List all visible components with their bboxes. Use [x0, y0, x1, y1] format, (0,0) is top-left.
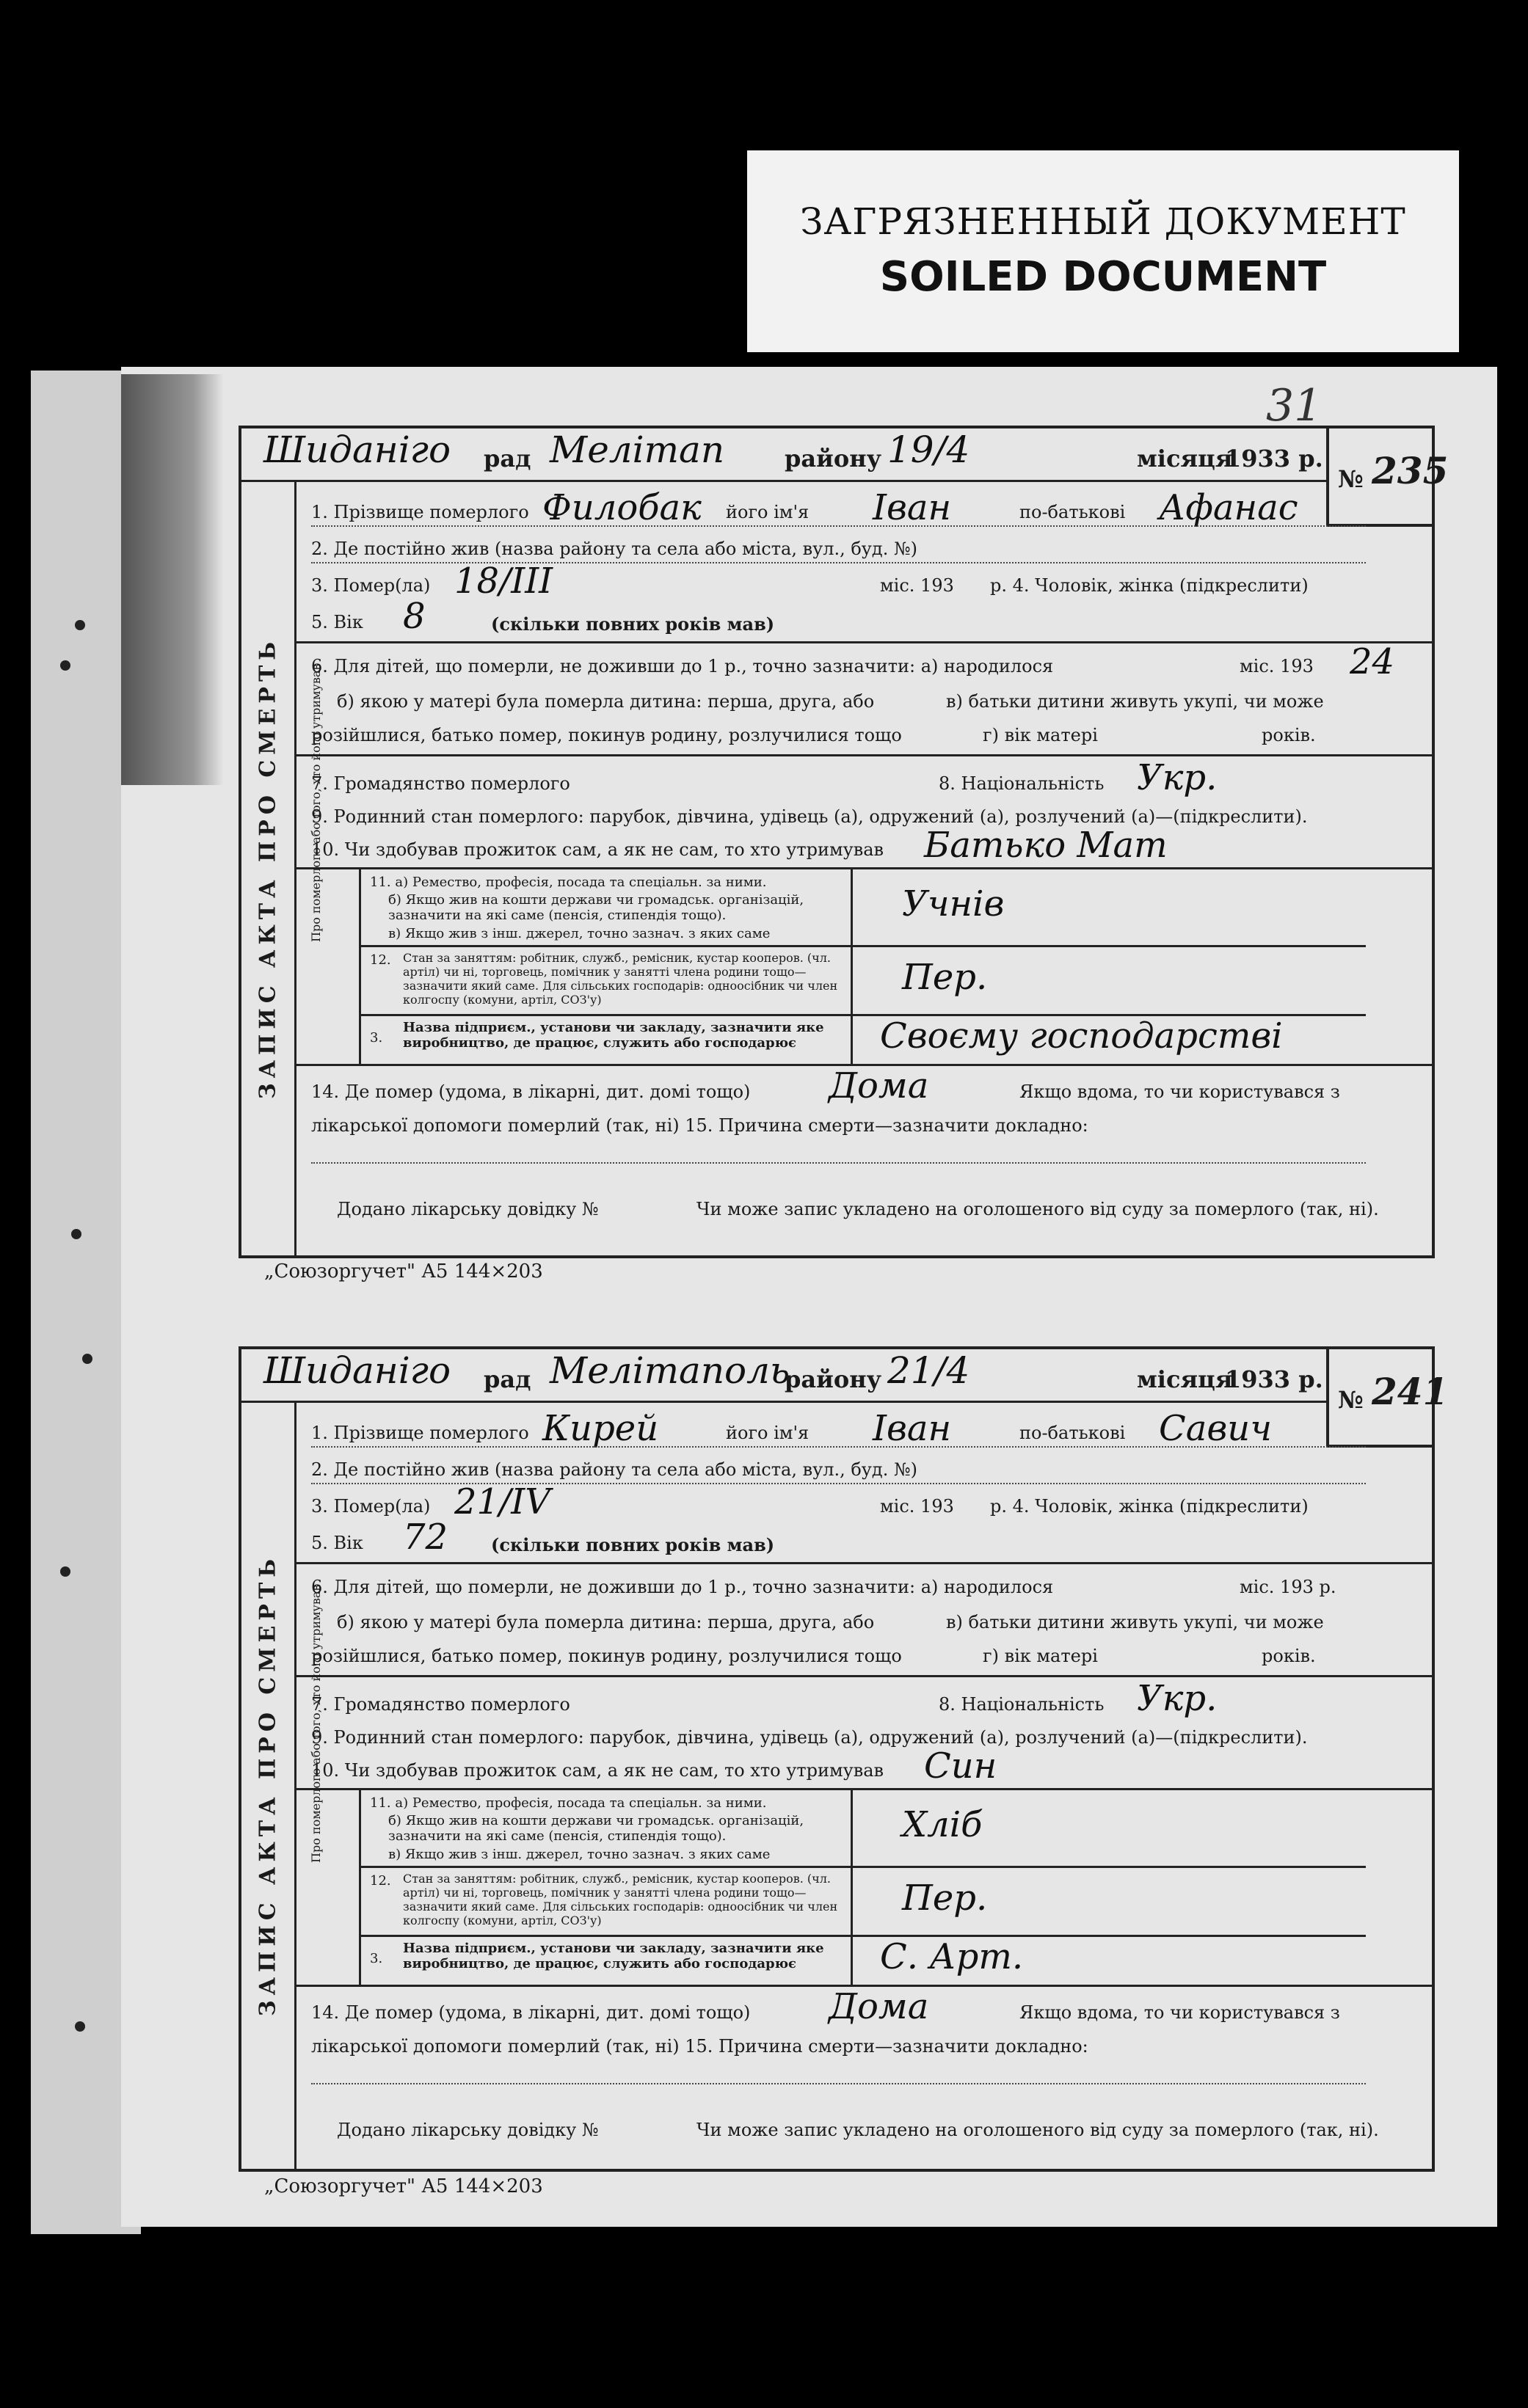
stain [121, 374, 224, 785]
side-title: ЗАПИС АКТА ПРО СМЕРТЬ [255, 636, 281, 1099]
row-6a-handwritten: 24 [1350, 641, 1395, 682]
certificate-label: Додано лікарську довідку № [337, 2120, 599, 2140]
row-5-label: 5. Вік [311, 612, 363, 632]
raion-label: району [785, 445, 882, 473]
row-5-label: 5. Вік [311, 1533, 363, 1553]
row-13-number: 3. [370, 1030, 383, 1046]
day-handwritten: 21/4 [887, 1349, 970, 1392]
row-4-label: р. 4. Чоловік, жінка (підкреслити) [990, 1496, 1309, 1517]
council-handwritten: Шиданіго [263, 428, 451, 471]
punch-hole [82, 1354, 92, 1364]
side-small-note: Про померлого або того, хто його утримував [309, 1584, 323, 1863]
day-handwritten: 19/4 [887, 428, 970, 471]
death-place-handwritten: Дома [829, 1986, 929, 2027]
row-6c-mother-age: г) вік матері [983, 725, 1098, 745]
punch-hole [71, 1229, 81, 1239]
age-note: (скільки повних років мав) [491, 613, 775, 635]
death-date-handwritten: 18/ІІІ [454, 561, 553, 602]
row-12-handwritten: Пер. [902, 957, 988, 998]
column-divider [851, 1788, 853, 1985]
row-3-label: 3. Помер(ла) [311, 575, 431, 596]
row-14-15-label: лікарської допомоги померлий (так, ні) 15. Причина смерти—зазначити докладно: [311, 1115, 1088, 1136]
row-6c-label: розійшлися, батько помер, покинув родину, розлучилися тощо [311, 1646, 902, 1666]
row-8-label: 8. Національність [939, 1694, 1105, 1715]
nationality-handwritten: Укр. [1137, 1678, 1218, 1719]
row-6c-years: років. [1262, 725, 1316, 745]
punch-hole [60, 660, 70, 671]
row-14-label: 14. Де помер (удома, в лікарні, дит. домі тощо) [311, 1081, 751, 1102]
row-7-label: 7. Громадянство померлого [311, 773, 570, 794]
record-number-handwritten: 241 [1372, 1370, 1449, 1413]
patronymic-label: по-батькові [1019, 1423, 1126, 1443]
month-label: місяця [1137, 445, 1233, 473]
punch-hole [75, 620, 85, 630]
row-10-label: 10. Чи здобував прожиток сам, а як не сам, то хто утримував [311, 839, 884, 860]
name-label: його ім'я [726, 1423, 810, 1443]
raion-label: району [785, 1365, 882, 1393]
death-record-form [239, 426, 1449, 1258]
column-divider [359, 867, 361, 1064]
row-6a-label: 6. Для дітей, що померли, не доживши до 1 р., точно зазначити: а) народилося [311, 656, 1054, 676]
patronymic-handwritten: Савич [1159, 1408, 1273, 1449]
year-label: 1933 р. [1225, 1365, 1323, 1393]
row-12-handwritten: Пер. [902, 1878, 988, 1919]
supporter-handwritten: Син [924, 1745, 997, 1787]
page-number-text: 31 [1266, 380, 1323, 431]
record-number-handwritten: 235 [1372, 449, 1449, 492]
age-handwritten: 72 [403, 1517, 448, 1558]
row-4-label: р. 4. Чоловік, жінка (підкреслити) [990, 575, 1309, 596]
surname-handwritten: Филобак [542, 487, 702, 528]
row-7-label: 7. Громадянство померлого [311, 1694, 570, 1715]
side-title: ЗАПИС АКТА ПРО СМЕРТЬ [255, 1553, 281, 2016]
row-2-label: 2. Де постійно жив (назва району та села або міста, вул., буд. №) [311, 1459, 918, 1480]
row-6b-parents: в) батьки дитини живуть укупі, чи може [946, 691, 1324, 712]
label-english: SOILED DOCUMENT [879, 253, 1327, 301]
court-declared-label: Чи може запис укладено на оголошеного від суду за померлого (так, ні). [696, 1199, 1379, 1219]
form-header [241, 1349, 1432, 1403]
side-title-column [241, 1401, 296, 2169]
page-number [1266, 380, 1322, 431]
row-10-label: 10. Чи здобував прожиток сам, а як не сам, то хто утримував [311, 1760, 884, 1781]
council-handwritten: Шиданіго [263, 1349, 451, 1392]
row-11a-label: 11. а) Ремество, професія, посада та спеціальн. за ними. [370, 875, 767, 890]
death-record-form [239, 1346, 1449, 2172]
row-3-month: міс. 193 [880, 575, 954, 596]
row-11a-label: 11. а) Ремество, професія, посада та спеціальн. за ними. [370, 1795, 767, 1811]
row-3-month: міс. 193 [880, 1496, 954, 1517]
death-place-handwritten: Дома [829, 1065, 929, 1106]
row-6c-label: розійшлися, батько помер, покинув родину, розлучилися тощо [311, 725, 902, 745]
separator [359, 1866, 1366, 1868]
row-13-number: 3. [370, 1951, 383, 1966]
row-1-label: 1. Прізвище померлого [311, 502, 529, 522]
row-1-label: 1. Прізвище померлого [311, 1423, 529, 1443]
age-handwritten: 8 [403, 596, 426, 637]
supporter-handwritten: Батько Мат [924, 825, 1168, 866]
row-6b-label: б) якою у матері була померла дитина: перша, друга, або [337, 1612, 875, 1632]
record-number-box [1326, 426, 1449, 527]
separator [294, 1788, 1432, 1790]
row-6a-month: міс. 193 р. [1240, 1577, 1336, 1597]
field-line [311, 1446, 1366, 1448]
row-11-handwritten: Хліб [902, 1804, 983, 1845]
age-note: (скільки повних років мав) [491, 1534, 775, 1555]
row-3-label: 3. Помер(ла) [311, 1496, 431, 1517]
row-8-label: 8. Національність [939, 773, 1105, 794]
rada-label: рад [484, 445, 531, 473]
name-handwritten: Іван [873, 487, 952, 528]
column-divider [851, 867, 853, 1064]
side-title-column [241, 480, 296, 1255]
year-label: 1933 р. [1225, 445, 1323, 473]
column-divider [359, 1788, 361, 1985]
row-9-label: 9. Родинний стан померлого: парубок, дівчина, удівець (а), одружений (а), розлучений (а)—(підкреслити). [311, 1727, 1308, 1748]
row-14-label: 14. Де помер (удома, в лікарні, дит. домі тощо) [311, 2002, 751, 2023]
label-russian: ЗАГРЯЗНЕННЫЙ ДОКУМЕНТ [800, 200, 1406, 243]
side-small-note: Про померлого або того, хто його утримував [309, 663, 323, 942]
row-13-handwritten: Своєму господарстві [880, 1015, 1283, 1057]
patronymic-handwritten: Афанас [1159, 487, 1298, 528]
row-6c-mother-age: г) вік матері [983, 1646, 1098, 1666]
patronymic-label: по-батькові [1019, 502, 1126, 522]
row-12-number: 12. [370, 952, 391, 968]
row-9-label: 9. Родинний стан померлого: парубок, дівчина, удівець (а), одружений (а), розлучений (а)—(підкреслити). [311, 806, 1308, 827]
nationality-handwritten: Укр. [1137, 757, 1218, 798]
punch-hole [75, 2021, 85, 2032]
row-12-number: 12. [370, 1873, 391, 1889]
district-handwritten: Мелітап [550, 428, 725, 471]
row-6a-label: 6. Для дітей, що померли, не доживши до 1 р., точно зазначити: а) народилося [311, 1577, 1054, 1597]
row-11-handwritten: Учнів [902, 883, 1005, 924]
form-header [241, 428, 1432, 482]
row-11c-label: в) Якщо жив з інш. джерел, точно зазнач. з яких саме [388, 1847, 771, 1862]
row-13-label: Назва підприєм., установи чи закладу, зазначити яке виробництво, де працює, служить або господарює [403, 1941, 824, 1971]
separator [294, 867, 1432, 869]
row-6c-years: років. [1262, 1646, 1316, 1666]
row-12-label: Стан за заняттям: робітник, служб., ремісник, кустар кооперов. (чл. артіл) чи ні, торговець, помічник у занятті члена родини тощо—зазначити який саме. Для сільських господарів: одноосібник чи член колгоспу (комуни, артіл, СОЗ'у) [403, 951, 838, 1007]
field-line [311, 2083, 1366, 2084]
separator [359, 1935, 1366, 1937]
month-label: місяця [1137, 1365, 1233, 1393]
row-13-handwritten: С. Арт. [880, 1936, 1024, 1977]
row-11b-label: б) Якщо жив на кошти держави чи громадськ. організацій, зазначити на які саме (пенсія, стипендія тощо). [388, 1813, 804, 1844]
row-2-label: 2. Де постійно жив (назва району та села або міста, вул., буд. №) [311, 539, 918, 559]
separator [294, 1675, 1432, 1677]
name-label: його ім'я [726, 502, 810, 522]
separator [294, 754, 1432, 756]
row-11c-label: в) Якщо жив з інш. джерел, точно зазнач. з яких саме [388, 926, 771, 941]
separator [294, 1562, 1432, 1564]
rada-label: рад [484, 1365, 531, 1393]
certificate-label: Додано лікарську довідку № [337, 1199, 599, 1219]
separator [294, 641, 1432, 643]
court-declared-label: Чи може запис укладено на оголошеного від суду за померлого (так, ні). [696, 2120, 1379, 2140]
name-handwritten: Іван [873, 1408, 952, 1449]
form-footer: „Союзоргучет" А5 144×203 [264, 1260, 543, 1283]
row-6a-month: міс. 193 [1240, 656, 1314, 676]
punch-hole [60, 1566, 70, 1577]
form-footer: „Союзоргучет" А5 144×203 [264, 2175, 543, 2197]
row-14-15-label: лікарської допомоги померлий (так, ні) 15. Причина смерти—зазначити докладно: [311, 2036, 1088, 2057]
soiled-document-label [747, 150, 1459, 352]
row-6b-label: б) якою у матері була померла дитина: перша, друга, або [337, 691, 875, 712]
surname-handwritten: Кирей [542, 1408, 659, 1449]
row-12-label: Стан за заняттям: робітник, служб., ремісник, кустар кооперов. (чл. артіл) чи ні, торговець, помічник у занятті члена родини тощо—зазначити який саме. Для сільських господарів: одноосібник чи член колгоспу (комуни, артіл, СОЗ'у) [403, 1872, 838, 1927]
row-11b-label: б) Якщо жив на кошти держави чи громадськ. організацій, зазначити на які саме (пенсія, стипендія тощо). [388, 892, 804, 923]
record-number-box [1326, 1346, 1449, 1448]
field-line [311, 525, 1366, 527]
separator [359, 945, 1366, 947]
record-number-label: № [1338, 465, 1364, 493]
death-date-handwritten: 21/ІV [454, 1481, 550, 1522]
field-line [311, 1162, 1366, 1164]
row-14-home: Якщо вдома, то чи користувався з [1019, 2002, 1340, 2023]
row-13-label: Назва підприєм., установи чи закладу, зазначити яке виробництво, де працює, служить або господарює [403, 1020, 824, 1051]
record-number-label: № [1338, 1386, 1364, 1414]
row-14-home: Якщо вдома, то чи користувався з [1019, 1081, 1340, 1102]
district-handwritten: Мелітаполь [550, 1349, 790, 1392]
row-6b-parents: в) батьки дитини живуть укупі, чи може [946, 1612, 1324, 1632]
